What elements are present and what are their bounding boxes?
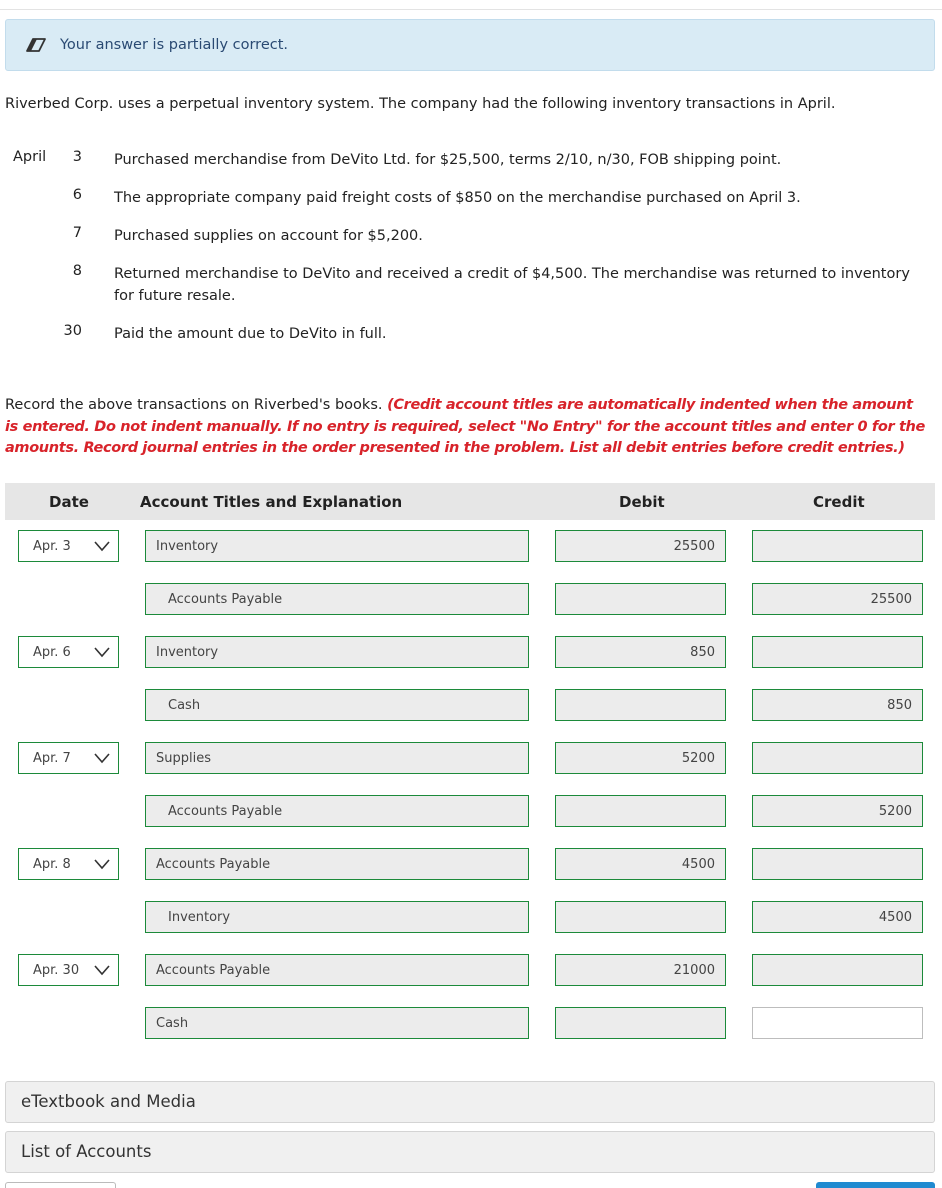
instruction-emphasis: (Credit account titles are automatically indented when the amount is entered. Do not indent manually. If no entry is required, select "No Entry" for the account titles and enter 0 for the amounts. Record journal entries in the order presented in the problem. List all debit entries before credit entries.): [5, 397, 925, 456]
date-select-value: Apr. 6: [33, 645, 71, 660]
debit-input[interactable]: 25500: [555, 530, 726, 562]
chevron-down-icon: [94, 964, 110, 976]
secondary-button[interactable]: [5, 1182, 116, 1188]
transaction-day: 6: [72, 187, 82, 203]
header-date: Date: [49, 493, 89, 511]
header-account: Account Titles and Explanation: [140, 493, 403, 511]
account-title-input[interactable]: Inventory: [145, 530, 529, 562]
credit-input[interactable]: 4500: [752, 901, 923, 933]
date-select-value: Apr. 30: [33, 963, 80, 978]
credit-input[interactable]: [752, 1007, 923, 1039]
transaction-description: Purchased supplies on account for $5,200.: [114, 228, 423, 244]
journal-table-header: [5, 483, 935, 520]
transaction-day: 30: [63, 323, 82, 339]
date-select-value: Apr. 3: [33, 539, 71, 554]
instructions: [5, 395, 930, 460]
account-title-input[interactable]: Inventory: [145, 636, 529, 668]
chevron-down-icon: [94, 858, 110, 870]
date-select[interactable]: [18, 742, 119, 774]
credit-input[interactable]: [752, 954, 923, 986]
credit-input[interactable]: 850: [752, 689, 923, 721]
credit-input[interactable]: [752, 742, 923, 774]
credit-input[interactable]: 25500: [752, 583, 923, 615]
credit-input[interactable]: [752, 530, 923, 562]
chevron-down-icon: [94, 752, 110, 764]
debit-input[interactable]: [555, 1007, 726, 1039]
chevron-down-icon: [94, 540, 110, 552]
transaction-day: 8: [72, 263, 82, 279]
debit-input[interactable]: 21000: [555, 954, 726, 986]
credit-input[interactable]: [752, 848, 923, 880]
date-select[interactable]: [18, 848, 119, 880]
credit-input[interactable]: [752, 636, 923, 668]
date-select-value: Apr. 8: [33, 857, 71, 872]
account-title-input[interactable]: Supplies: [145, 742, 529, 774]
primary-button[interactable]: [816, 1182, 935, 1188]
account-title-input[interactable]: Accounts Payable: [145, 848, 529, 880]
chevron-down-icon: [94, 646, 110, 658]
etextbook-media-panel[interactable]: [5, 1081, 935, 1123]
transaction-description: Returned merchandise to DeVito and received a credit of $4,500. The merchandise was returned to inventory for future resale.: [114, 266, 910, 304]
transaction-day: 7: [72, 225, 82, 241]
transaction-description: The appropriate company paid freight costs of $850 on the merchandise purchased on April 3.: [114, 190, 801, 206]
debit-input[interactable]: [555, 901, 726, 933]
date-select-value: Apr. 7: [33, 751, 71, 766]
debit-input[interactable]: 850: [555, 636, 726, 668]
account-title-input[interactable]: Accounts Payable: [145, 954, 529, 986]
pencil-eraser-icon: [24, 35, 46, 53]
feedback-message: Your answer is partially correct.: [60, 37, 289, 53]
header-debit: Debit: [619, 493, 665, 511]
account-title-input[interactable]: Cash: [145, 689, 529, 721]
transaction-description: Paid the amount due to DeVito in full.: [114, 326, 387, 342]
date-select[interactable]: [18, 636, 119, 668]
account-title-input[interactable]: Accounts Payable: [145, 583, 529, 615]
debit-input[interactable]: [555, 795, 726, 827]
problem-intro: Riverbed Corp. uses a perpetual inventory system. The company had the following inventory transactions in April.: [5, 96, 836, 112]
account-title-input[interactable]: Accounts Payable: [145, 795, 529, 827]
account-title-input[interactable]: Cash: [145, 1007, 529, 1039]
debit-input[interactable]: [555, 583, 726, 615]
transaction-month: April: [13, 149, 47, 165]
account-title-input[interactable]: Inventory: [145, 901, 529, 933]
date-select[interactable]: [18, 530, 119, 562]
debit-input[interactable]: 5200: [555, 742, 726, 774]
feedback-banner: [5, 19, 935, 71]
debit-input[interactable]: [555, 689, 726, 721]
etextbook-media-label: eTextbook and Media: [21, 1092, 196, 1111]
list-of-accounts-label: List of Accounts: [21, 1142, 152, 1161]
credit-input[interactable]: 5200: [752, 795, 923, 827]
date-select[interactable]: [18, 954, 119, 986]
header-credit: Credit: [813, 493, 865, 511]
transaction-description: Purchased merchandise from DeVito Ltd. for $25,500, terms 2/10, n/30, FOB shipping point.: [114, 152, 782, 168]
transaction-day: 3: [72, 149, 82, 165]
top-divider: [0, 9, 942, 10]
list-of-accounts-panel[interactable]: [5, 1131, 935, 1173]
instruction-text: Record the above transactions on Riverbed's books.: [5, 397, 388, 413]
debit-input[interactable]: 4500: [555, 848, 726, 880]
